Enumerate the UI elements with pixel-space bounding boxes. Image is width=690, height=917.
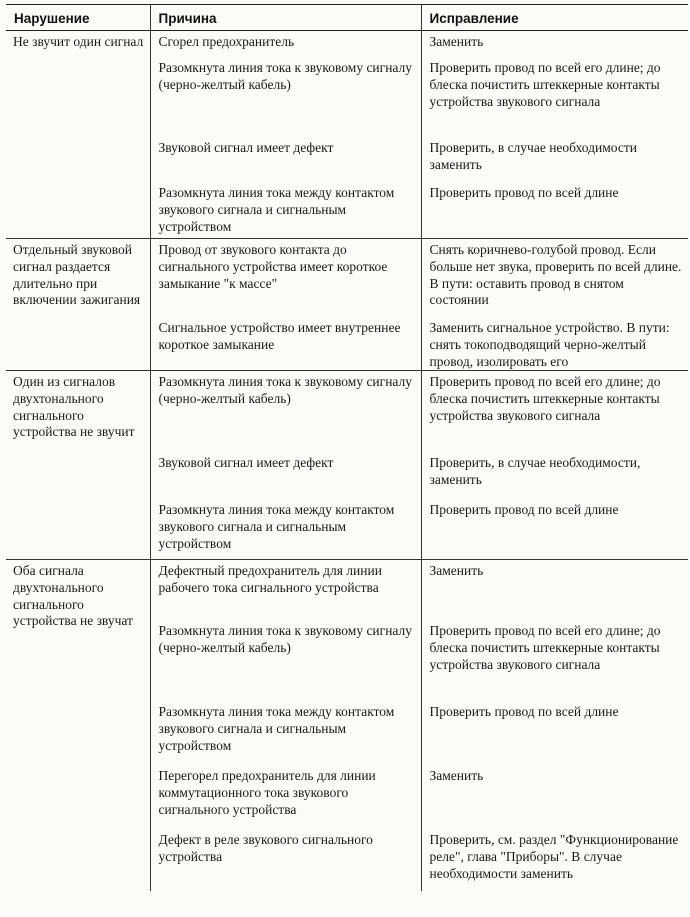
table-header-row [6,5,688,31]
cause-entry: Звуковой сигнал имеет дефект [158,140,334,155]
cause-cell [150,371,421,560]
fix-entry: Заменить сигнальное устройство. В пути: снять токоподводящий черно-желтый провод, изолировать его [429,320,670,369]
fix-entry: Проверить провод по всей длине [429,704,619,719]
fault-cell [6,239,150,371]
fix-entry: Проверить провод по всей его длине; до блеска почистить штеккерные контакты устройства звукового сигнала [429,623,661,672]
fix-entry: Заменить [429,768,484,783]
fix-entry: Проверить провод по всей его длине; до блеска почистить штеккерные контакты устройства звукового сигнала [429,374,661,423]
fix-entry: Проверить, см. раздел "Функционирование реле", глава "Приборы". В случае необходимости заменить [429,832,679,881]
fix-entry: Проверить провод по всей длине [429,185,619,200]
cause-entry: Разомкнута линия тока к звуковому сигналу (черно-желтый кабель) [158,374,413,406]
table-row [6,31,688,239]
troubleshooting-table [6,4,688,891]
cause-entry: Дефектный предохранитель для линии рабочего тока сигнального устройства [158,563,382,595]
fault-text: Отдельный звуковой сигнал раздается длительно при включении зажигания [13,242,141,308]
cause-entry: Разомкнута линия тока к звуковому сигналу (черно-желтый кабель) [158,623,413,655]
fault-cell [6,560,150,892]
fix-entry: Заменить [429,563,484,578]
cause-entry: Сигнальное устройство имеет внутреннее короткое замыкание [158,320,401,352]
cause-cell [150,31,421,239]
cause-cell [150,560,421,892]
fix-cell [421,560,688,892]
cause-entry: Провод от звукового контакта до сигнального устройства имеет короткое замыкание "к массе" [158,242,388,291]
header-fix: Исправление [421,5,688,31]
cause-entry: Дефект в реле звукового сигнального устройства [158,832,373,864]
fault-cell [6,371,150,560]
header-fault: Нарушение [6,5,150,31]
fix-entry: Снять коричнево-голубой провод. Если больше нет звука, проверить по всей длине. В пути: оставить провод в снятом состоянии [429,242,682,308]
fix-cell [421,239,688,371]
header-cause: Причина [150,5,421,31]
cause-entry: Разомкнута линия тока к звуковому сигналу (черно-желтый кабель) [158,60,413,92]
fault-text: Оба сигнала двухтонального сигнального устройства не звучат [13,563,133,629]
fault-text: Один из сигналов двухтонального сигнального устройства не звучит [13,374,135,440]
fix-entry: Проверить провод по всей длине [429,502,619,517]
cause-entry: Разомкнута линия тока между контактом звукового сигнала и сигнальным устройством [158,185,395,234]
cause-cell [150,239,421,371]
table-row [6,371,688,560]
table-row [6,239,688,371]
fix-cell [421,31,688,239]
fix-entry: Проверить, в случае необходимости заменить [429,140,637,172]
fix-entry: Проверить провод по всей его длине; до блеска почистить штеккерные контакты устройства звукового сигнала [429,60,661,109]
cause-entry: Звуковой сигнал имеет дефект [158,455,334,470]
fix-cell [421,371,688,560]
cause-entry: Сгорел предохранитель [158,34,295,49]
cause-entry: Разомкнута линия тока между контактом звукового сигнала и сигнальным устройством [158,502,395,551]
fix-entry: Заменить [429,34,484,49]
table-row [6,560,688,892]
cause-entry: Разомкнута линия тока между контактом звукового сигнала и сигнальным устройством [158,704,395,753]
cause-entry: Перегорел предохранитель для линии коммутационного тока звукового сигнального устройства [158,768,376,817]
fix-entry: Проверить, в случае необходимости, заменить [429,455,641,487]
fault-cell [6,31,150,239]
fault-text: Не звучит один сигнал [13,34,144,49]
